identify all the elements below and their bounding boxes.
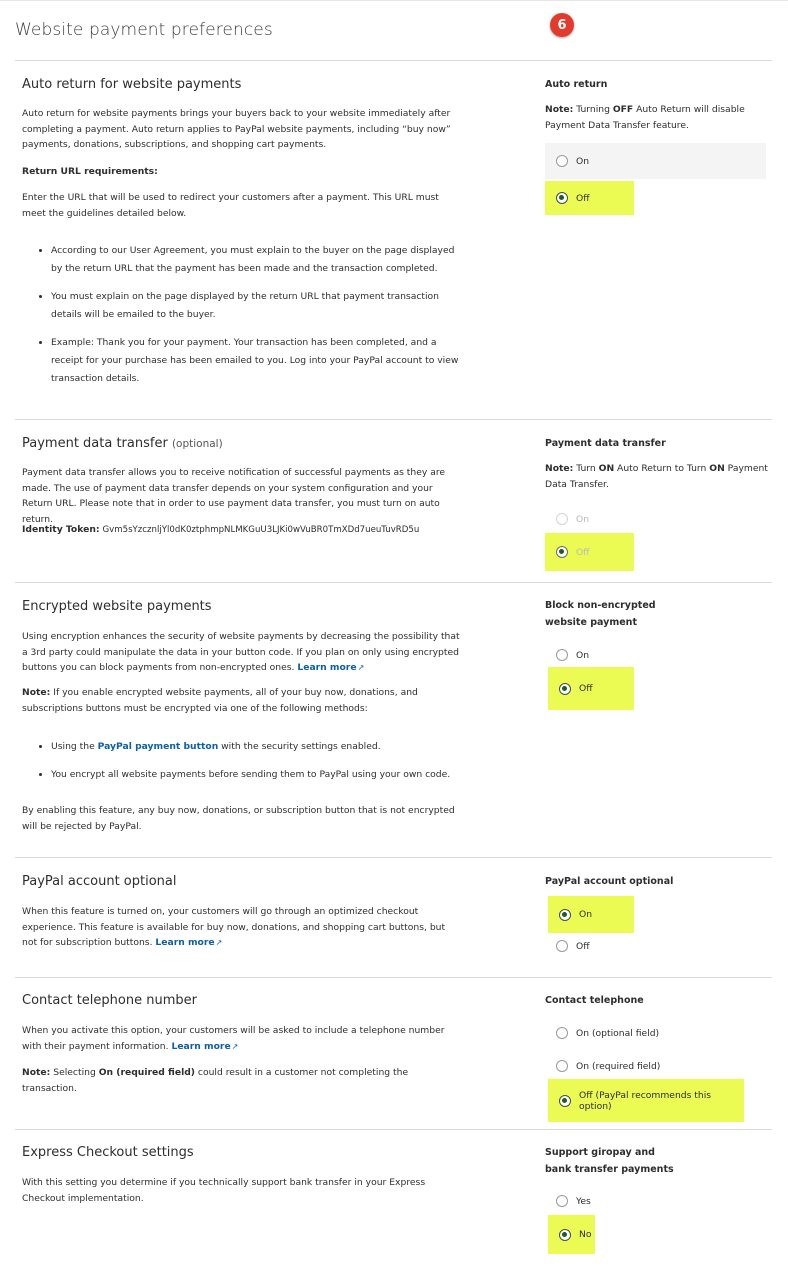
radio-label: Off (PayPal recommends this option) xyxy=(579,1089,712,1112)
encrypted-title: Encrypted website payments xyxy=(22,599,212,614)
express-checkout-title: Express Checkout settings xyxy=(22,1145,194,1160)
account-optional-title: PayPal account optional xyxy=(22,874,177,889)
auto-return-label: Auto return xyxy=(545,79,608,90)
telephone-label: Contact telephone xyxy=(545,995,644,1006)
radio-button[interactable] xyxy=(559,683,571,695)
identity-token: Identity Token: Gvm5sYzcznljYl0dK0ztphmpNLMKGuU3LJKi0wVuBR0TmXDd7ueuTuvRD5u xyxy=(22,524,420,535)
encrypted-methods-list xyxy=(22,738,462,784)
account-optional-on-option[interactable] xyxy=(548,896,634,933)
giropay-yes-option[interactable] xyxy=(545,1191,645,1211)
radio-button[interactable] xyxy=(556,649,568,661)
step-badge: 6 xyxy=(550,13,574,37)
express-checkout-description: With this setting you determine if you technically support bank transfer in your Express Checkout implementation. xyxy=(22,1177,426,1204)
external-link-icon: ↗ xyxy=(357,663,365,672)
return-url-heading: Return URL requirements: xyxy=(22,166,158,177)
radio-label: On (optional field) xyxy=(576,1027,660,1039)
radio-label: No xyxy=(579,1229,592,1240)
account-optional-off-option[interactable] xyxy=(545,936,645,956)
radio-button[interactable] xyxy=(559,909,571,921)
account-optional-description: When this feature is turned on, your customers will go through an optimized checkout experience. This feature is available for buy now, donations, and shopping cart buttons, but not for subscription buttons. Learn more↗ xyxy=(22,906,446,948)
encrypted-description: Using encryption enhances the security of website payments by decreasing the possibility that a 3rd party could manipulate the data in your button code. If you plan on only using encrypted buttons you can block payments from non-encrypted ones. Learn more↗ xyxy=(22,631,460,673)
telephone-description: When you activate this option, your customers will be asked to include a telephone number with their payment information. Learn more↗ xyxy=(22,1025,445,1052)
radio-label: On xyxy=(579,909,593,920)
radio-button[interactable] xyxy=(556,546,568,558)
giropay-no-option[interactable] xyxy=(548,1215,595,1254)
auto-return-note: Note: Turning OFF Auto Return will disable Payment Data Transfer feature. xyxy=(545,104,745,131)
paypal-payment-button-link[interactable]: PayPal payment button xyxy=(97,741,219,752)
auto-return-title: Auto return for website payments xyxy=(22,77,242,92)
return-url-description: Enter the URL that will be used to redirect your customers after a payment. This URL must meet the guidelines detailed below. xyxy=(22,192,439,219)
radio-label: Off xyxy=(576,546,590,558)
radio-button[interactable] xyxy=(559,1095,571,1107)
bullet-item: • Example: Thank you for your payment. Your transaction has been completed, and a receipt for your purchase has been emailed to you. Log into your PayPal account to view transaction details. xyxy=(51,334,462,388)
external-link-icon: ↗ xyxy=(231,1041,239,1051)
account-optional-learn-more-link[interactable]: Learn more xyxy=(155,937,215,948)
block-non-encrypted-label: Block non-encrypted website payment xyxy=(545,600,656,628)
radio-button[interactable] xyxy=(556,1060,568,1072)
telephone-required-option[interactable] xyxy=(545,1056,745,1076)
radio-label: On xyxy=(576,513,590,525)
radio-button[interactable] xyxy=(556,1195,568,1207)
radio-button[interactable] xyxy=(556,940,568,952)
radio-button[interactable] xyxy=(556,192,568,204)
auto-return-off-option[interactable] xyxy=(545,181,634,215)
auto-return-on-option[interactable] xyxy=(545,143,766,179)
external-link-icon: ↗ xyxy=(215,938,223,947)
divider xyxy=(15,1129,772,1130)
telephone-title: Contact telephone number xyxy=(22,993,197,1008)
encrypted-learn-more-link[interactable]: Learn more xyxy=(297,662,357,673)
divider xyxy=(15,977,772,978)
radio-label: Yes xyxy=(576,1195,591,1207)
pdt-on-option[interactable] xyxy=(545,508,645,530)
telephone-off-option[interactable] xyxy=(548,1079,744,1122)
bullet-item: • You must explain on the page displayed by the return URL that payment transaction details will be emailed to the buyer. xyxy=(51,288,462,324)
pdt-off-option[interactable] xyxy=(545,533,634,571)
pdt-title: Payment data transfer (optional) xyxy=(22,436,223,451)
divider xyxy=(15,857,772,858)
radio-button[interactable] xyxy=(556,513,568,525)
auto-return-description: Auto return for website payments brings your buyers back to your website immediately after completing a payment. Auto return applies to PayPal website payments, including “buy now” payments, donations, subscriptions, and shopping cart payments. xyxy=(22,108,451,150)
giropay-label: Support giropay and bank transfer payments xyxy=(545,1147,674,1175)
telephone-note: Note: Selecting On (required field) could result in a customer not completing the transaction. xyxy=(22,1067,409,1094)
radio-button[interactable] xyxy=(556,155,568,167)
radio-label: Off xyxy=(576,192,590,204)
pdt-label: Payment data transfer xyxy=(545,438,666,449)
divider xyxy=(15,582,772,583)
page-title: Website payment preferences xyxy=(15,20,273,40)
encrypted-note: Note: If you enable encrypted website payments, all of your buy now, donations, and subscriptions buttons must be encrypted via one of the following methods: xyxy=(22,687,418,714)
block-non-encrypted-on-option[interactable] xyxy=(545,645,645,665)
radio-label: Off xyxy=(576,940,590,952)
radio-label: On xyxy=(576,155,590,167)
radio-label: Off xyxy=(579,683,593,694)
identity-token-value: Gvm5sYzcznljYl0dK0ztphmpNLMKGuU3LJKi0wVuBR0TmXDd7ueuTuvRD5u xyxy=(102,525,420,535)
divider xyxy=(15,60,772,61)
block-non-encrypted-off-option[interactable] xyxy=(548,667,634,710)
bullet-item: • According to our User Agreement, you must explain to the buyer on the page displayed by the return URL that the payment has been made and the transaction completed. xyxy=(51,242,462,278)
radio-button[interactable] xyxy=(559,1229,571,1241)
encrypted-footer: By enabling this feature, any buy now, donations, or subscription button that is not encrypted will be rejected by PayPal. xyxy=(22,805,455,832)
pdt-note: Note: Turn ON Auto Return to Turn ON Payment Data Transfer. xyxy=(545,463,768,490)
radio-label: On xyxy=(576,649,590,661)
bullet-item: • You encrypt all website payments before sending them to PayPal using your own code. xyxy=(51,766,462,784)
top-border xyxy=(0,0,788,1)
radio-label: On (required field) xyxy=(576,1060,661,1072)
telephone-optional-option[interactable] xyxy=(545,1023,745,1043)
account-optional-label: PayPal account optional xyxy=(545,876,674,887)
divider xyxy=(15,419,772,420)
pdt-description: Payment data transfer allows you to receive notification of successful payments as they are made. The use of payment data transfer depends on your system configuration and your Return URL. Please note that in order to use payment data transfer, you must turn on auto return. xyxy=(22,467,446,525)
radio-button[interactable] xyxy=(556,1027,568,1039)
telephone-learn-more-link[interactable]: Learn more xyxy=(171,1040,231,1052)
return-url-bullets xyxy=(22,242,462,388)
bullet-item: • Using the PayPal payment button with the security settings enabled. xyxy=(51,738,462,756)
